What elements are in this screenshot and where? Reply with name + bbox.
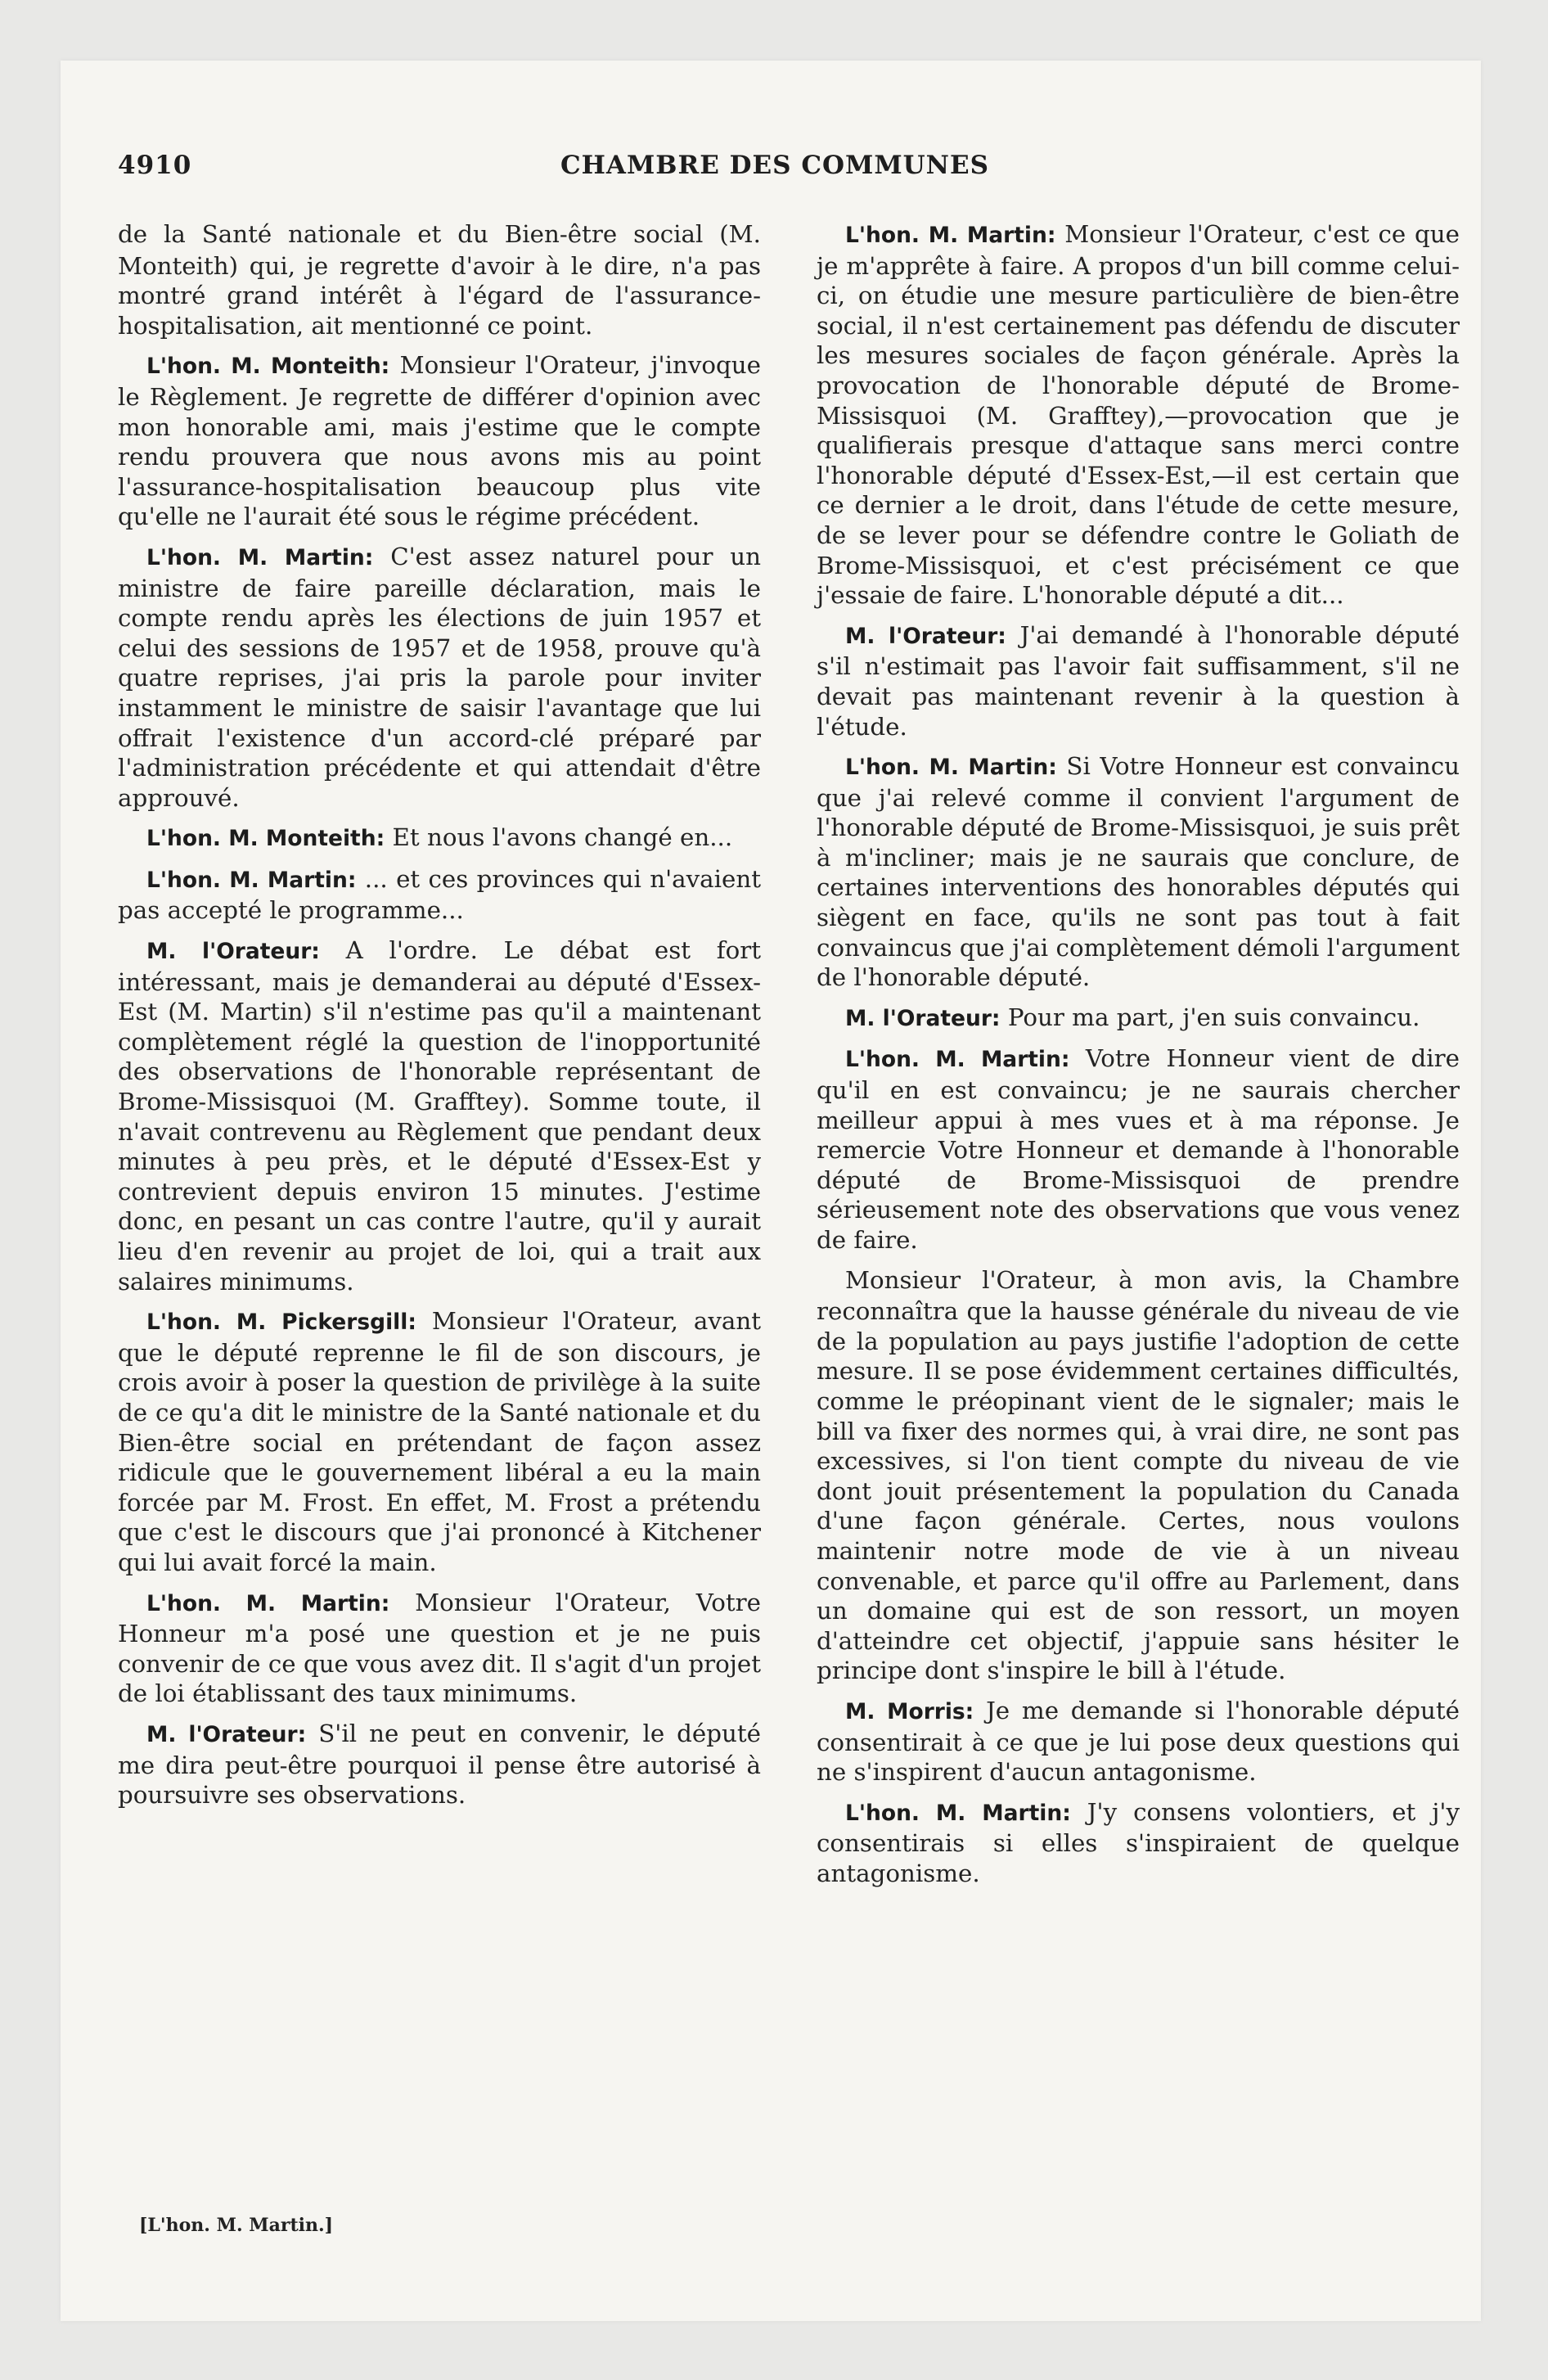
speaker-name: L'hon. M. Martin: [146,867,357,893]
paragraph [817,1265,1460,1686]
speaker-name: L'hon. M. Monteith: [146,354,390,380]
paragraph [817,620,1460,741]
paragraph [817,1797,1460,1889]
paragraph-text: Si Votre Honneur est convaincu que j'ai relevé comme il convient l'argument de l'honorable député de Brome-Missisquoi, je suis prêt à m'incliner; mais je ne saurais que conclure, de certaines interventions des honorables députés qui siègent en face, qu'ils ne sont pas tout à fait convaincus que j'ai complètement démoli l'argument de l'honorable député. [817,752,1460,992]
paragraph [118,823,761,854]
paragraph [118,1306,761,1577]
page-header [118,146,1432,183]
speaker-name: M. l'Orateur: [146,939,320,965]
paragraph-text: J'y consens volontiers, et j'y consentirais si elles s'inspiraient de quelque antagonisme. [817,1797,1460,1887]
paragraph [118,542,761,813]
paragraph [118,864,761,926]
paragraph-text: Pour ma part, j'en suis convaincu. [1000,1003,1420,1031]
left-column [118,219,761,1820]
speaker-name: L'hon. M. Martin: [845,223,1056,248]
paragraph [817,219,1460,611]
speaker-attribution: [L'hon. M. Martin.] [139,2215,334,2236]
speaker-name: M. l'Orateur: [146,1721,307,1747]
paragraph-text: de la Santé nationale et du Bien-être social (M. Monteith) qui, je regrette d'avoir à le dire, n'a pas montré grand intérêt à l'égard de l'assurance-hospitalisation, ait mentionné ce point. [118,220,761,340]
paragraph-text: Monsieur l'Orateur, c'est ce que je m'apprête à faire. A propos d'un bill comme celui-ci, on étudie une mesure particulière de bien-être social, il n'est certainement pas défendu de discuter les mesures sociales de façon générale. Après la provocation de l'honorable député de Brome-Missisquoi (M. Grafftey),—provocation que je qualifierais presque d'attaque sans merci contre l'honorable député d'Essex-Est,—il est certain que ce dernier a le droit, dans l'étude de cette mesure, de se lever pour se défendre contre le Goliath de Brome-Missisquoi, et c'est précisément ce que j'essaie de faire. L'honorable député a dit... [817,220,1460,610]
speaker-name: M. l'Orateur: [845,623,1006,649]
speaker-name: L'hon. M. Martin: [845,755,1057,781]
paragraph-text: Monsieur l'Orateur, Votre Honneur m'a posé une question et je ne puis convenir de ce que vous avez dit. Il s'agit d'un projet de loi établissant des taux minimums. [118,1588,761,1708]
paragraph [817,1044,1460,1255]
paragraph-text: C'est assez naturel pour un ministre de faire pareille déclaration, mais le compte rendu après les élections de juin 1957 et celui des sessions de 1957 et de 1958, prouve qu'à quatre reprises, j'ai pris la parole pour inviter instamment le ministre de saisir l'avantage que lui offrait l'existence d'un accord-clé préparé par l'administration précédente et qui attendait d'être approuvé. [118,542,761,812]
paragraph [118,219,761,340]
speaker-name: M. Morris: [845,1698,974,1724]
paragraph-text: A l'ordre. Le débat est fort intéressant, mais je demanderai au député d'Essex-Est (M. Martin) s'il n'estime pas qu'il a maintenant complètement réglé la question de l'inopportunité des observations de l'honorable représentant de Brome-Missisquoi (M. Grafftey). Somme toute, il n'avait contrevenu au Règlement que pendant deux minutes à peu près, et le député d'Essex-Est y contrevient depuis environ 15 minutes. J'estime donc, en pesant un cas contre l'autre, qu'il y aurait lieu d'en revenir au projet de loi, qui a trait aux salaires minimums. [118,936,762,1296]
paragraph-text: Monsieur l'Orateur, avant que le député reprenne le fil de son discours, je crois avoir à poser la question de privilège à la suite de ce qu'a dit le ministre de la Santé nationale et du Bien-être social en prétendant de façon assez ridicule que le gouvernement libéral a eu la main forcée par M. Frost. En effet, M. Frost a prétendu que c'est le discours que j'ai prononcé à Kitchener qui lui avait forcé la main. [118,1307,761,1576]
paragraph [817,751,1460,993]
paragraph-text: Monsieur l'Orateur, j'invoque le Règlement. Je regrette de différer d'opinion avec mon honorable ami, mais j'estime que le compte rendu prouvera que nous avons mis au point l'assurance-hospitalisation beaucoup plus vite qu'elle ne l'aurait été sous le régime précédent. [118,351,761,531]
paragraph-text: Et nous l'avons changé en... [385,823,733,852]
paragraph [118,935,761,1296]
paragraph-text: Votre Honneur vient de dire qu'il en est convaincu; je ne saurais chercher meilleur appui à mes vues et à ma réponse. Je remercie Votre Honneur et demande à l'honorable député de Brome-Missisquoi de prendre sérieusement note des observations que vous venez de faire. [817,1044,1460,1254]
paragraph-text: ... et ces provinces qui n'avaient pas accepté le programme... [118,864,761,925]
paragraph [118,1719,761,1810]
paragraph-text: S'il ne peut en convenir, le député me dira peut-être pourquoi il pense être autorisé à poursuivre ses observations. [118,1719,761,1810]
speaker-name: L'hon. M. Martin: [845,1800,1071,1826]
paragraph [118,1588,761,1709]
running-title: CHAMBRE DES COMMUNES [560,151,990,180]
paragraph-text: Je me demande si l'honorable député consentirait à ce que je lui pose deux questions qui ne s'inspirent d'aucun antagonisme. [817,1696,1460,1787]
paragraph [817,1696,1460,1787]
speaker-name: L'hon. M. Pickersgill: [146,1309,416,1336]
speaker-name: L'hon. M. Martin: [845,1047,1070,1073]
speaker-name: L'hon. M. Martin: [146,544,374,570]
paragraph-text: J'ai demandé à l'honorable député s'il n'estimait pas l'avoir fait suffisamment, s'il ne devait pas maintenant revenir à la question à l'étude. [817,620,1460,741]
speaker-name: L'hon. M. Monteith: [146,826,385,852]
page-number: 4910 [118,151,192,180]
paragraph [817,1003,1460,1034]
right-column [817,219,1460,1898]
speaker-name: M. l'Orateur: [845,1005,1001,1031]
paragraph [118,350,761,532]
speaker-name: L'hon. M. Martin: [146,1590,390,1616]
paragraph-text: Monsieur l'Orateur, à mon avis, la Chambre reconnaîtra que la hausse générale du niveau de vie de la population au pays justifie l'adoption de cette mesure. Il se pose évidemment certaines difficultés, comme le préopinant vient de le signaler; mais le bill va fixer des normes qui, à vrai dire, ne sont pas excessives, si l'on tient compte du niveau de vie dont jouit présentement la population du Canada d'une façon générale. Certes, nous voulons maintenir notre mode de vie à un niveau convenable, et parce qu'il offre au Parlement, dans un domaine qui est de son ressort, un moyen d'atteindre cet objectif, j'appuie sans hésiter le principe dont s'inspire le bill à l'étude. [817,1265,1460,1685]
